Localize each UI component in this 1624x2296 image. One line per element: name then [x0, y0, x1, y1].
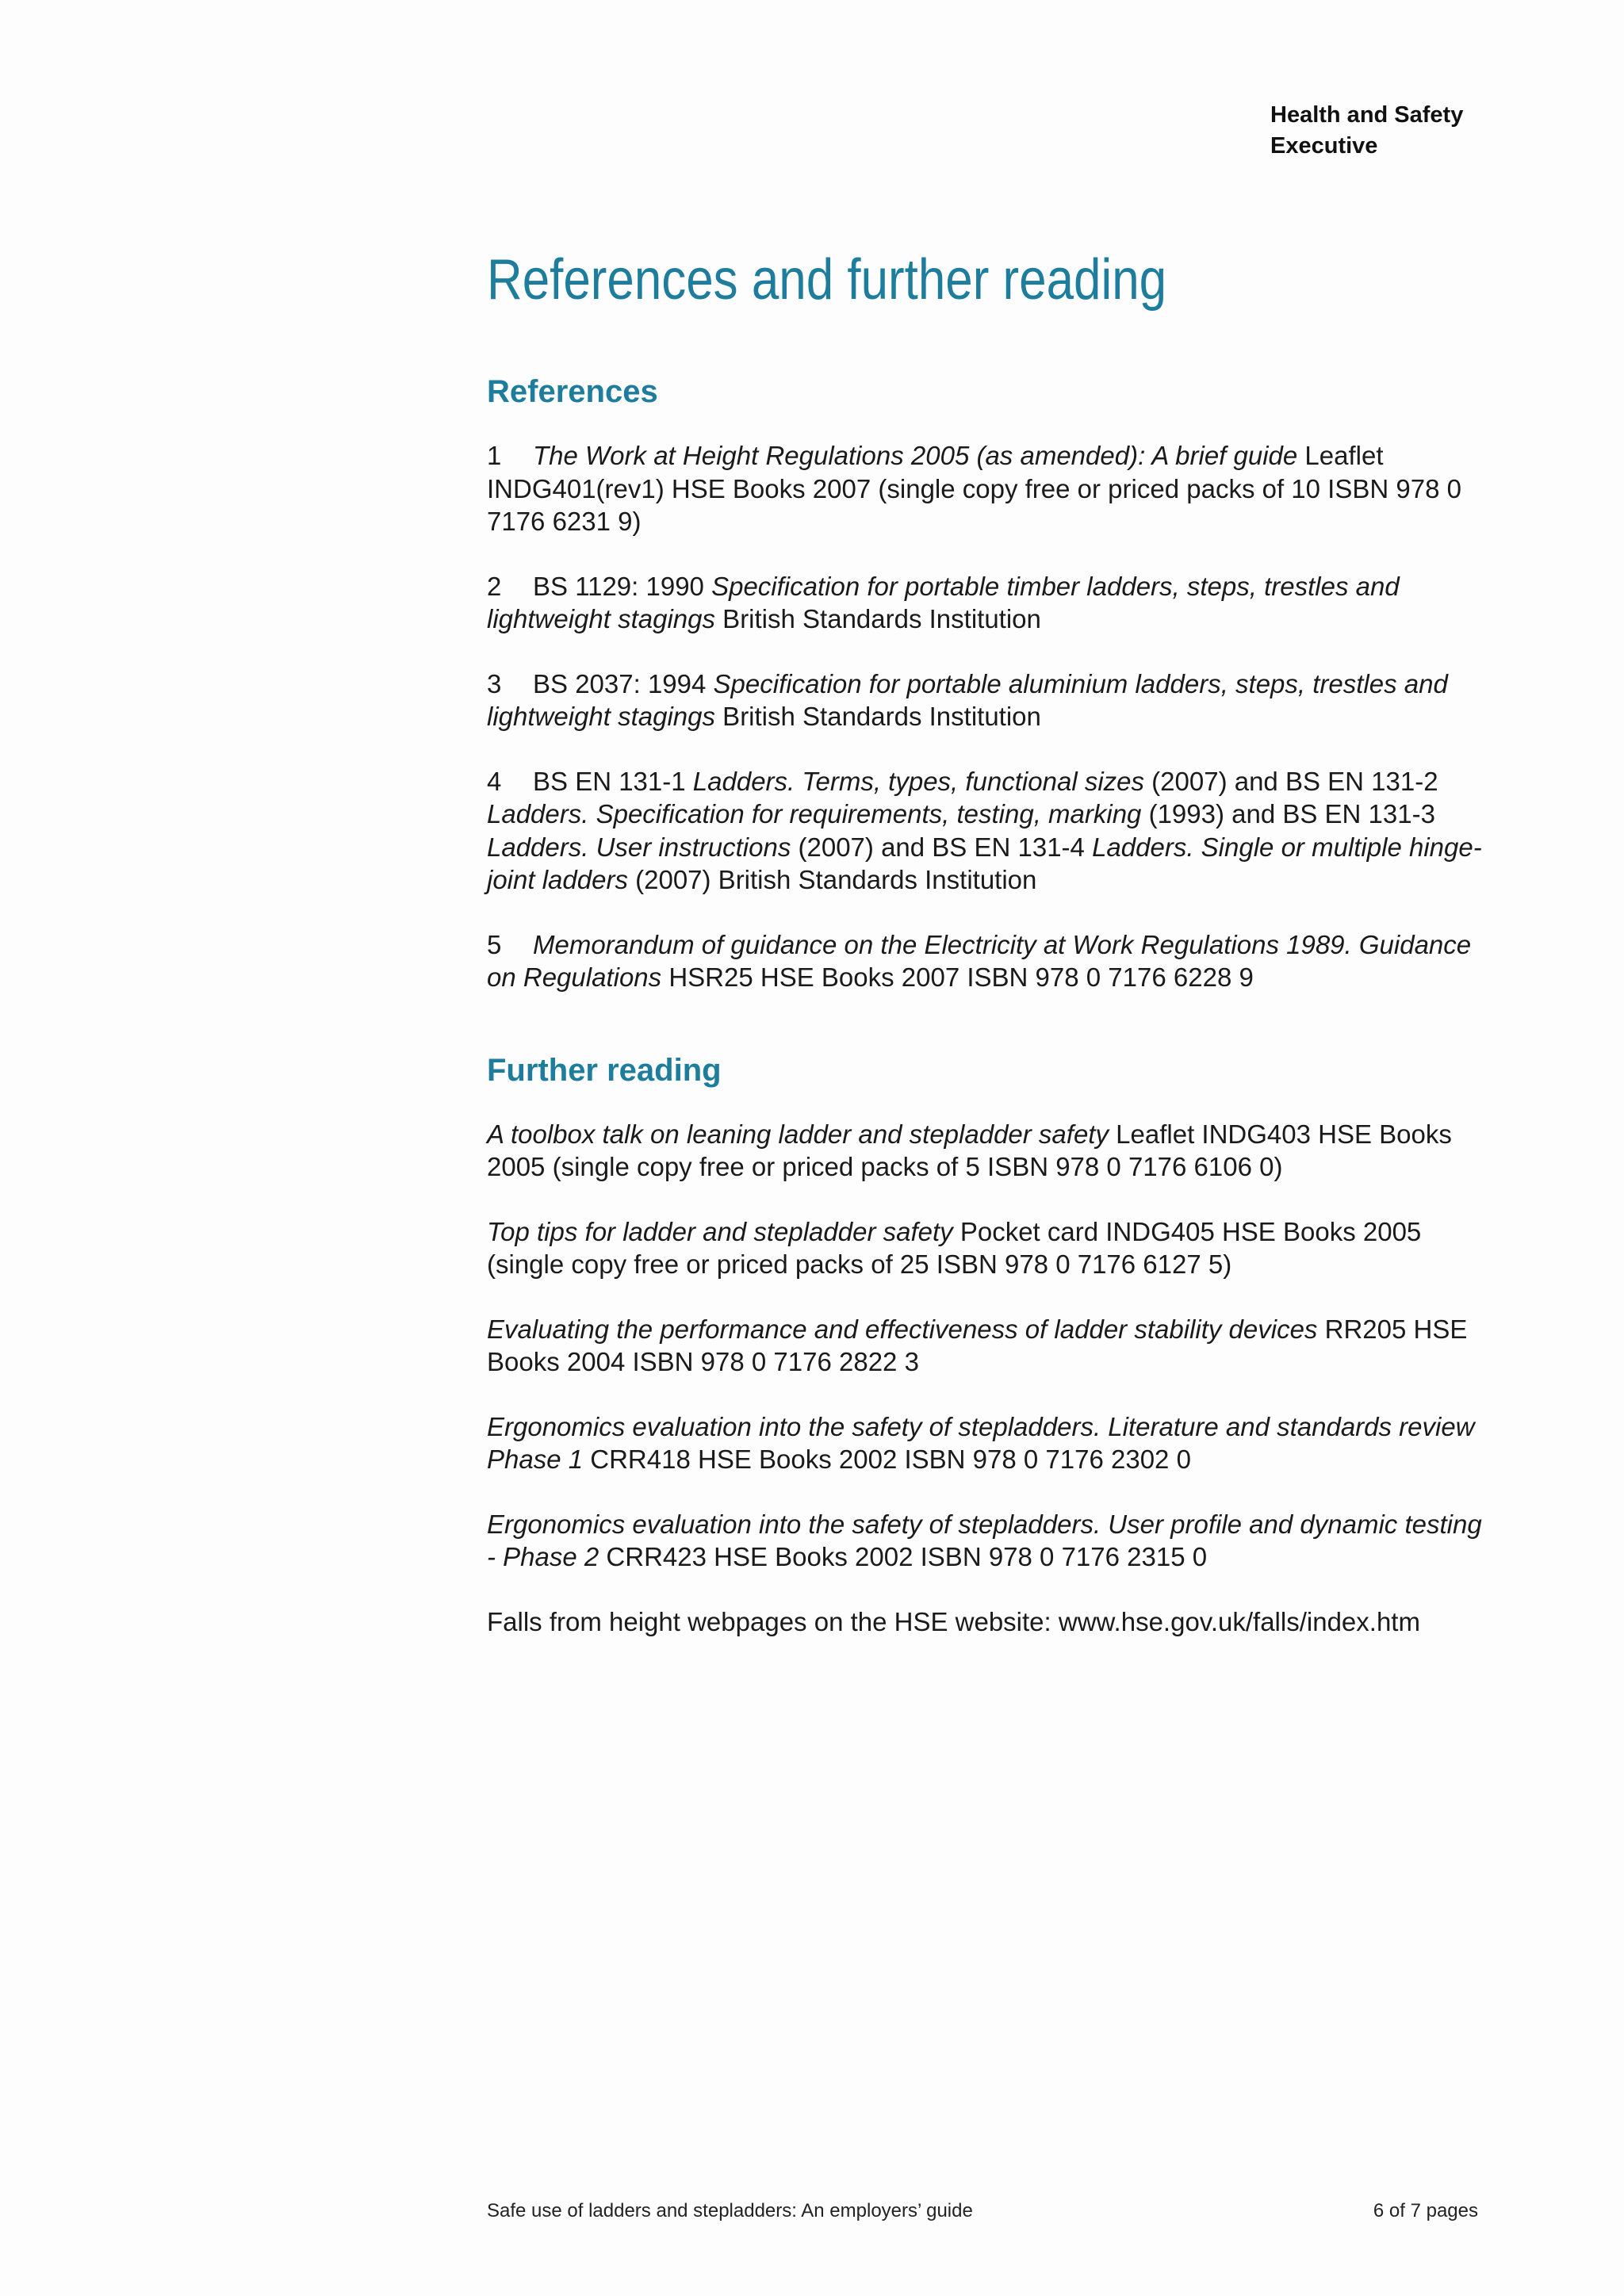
entry-text: Pocket card INDG405 HSE Books 2005 (single copy free or priced packs of 25 ISBN 978 0 7176 6127 5) — [487, 1216, 1422, 1279]
hse-logo-line1: Health and Safety — [1270, 102, 1464, 128]
entry-text: BS 1129: 1990 — [533, 571, 712, 601]
entry-title-italic: Ladders. Single or multiple hinge-joint ladders — [487, 832, 1482, 894]
reference-number: 5 — [487, 929, 502, 959]
reference-item — [487, 570, 1486, 636]
entry-text: Leaflet INDG403 HSE Books 2005 (single copy free or priced packs of 5 ISBN 978 0 7176 6106 0) — [487, 1119, 1452, 1181]
entry-title-italic: Ladders. Terms, types, functional sizes — [692, 766, 1144, 796]
entry-title-italic: Specification for portable aluminium ladders, steps, trestles and lightweight stagings — [487, 668, 1448, 731]
entry-title-italic: Ergonomics evaluation into the safety of stepladders. User profile and dynamic testing - Phase 2 — [487, 1509, 1482, 1571]
entry-title-italic: Ladders. Specification for requirements, testing, marking — [487, 799, 1142, 828]
footer-doc-title: Safe use of ladders and stepladders: An employers’ guide — [487, 2200, 973, 2221]
page-title: References and further reading — [487, 248, 1167, 312]
further-reading-item — [487, 1118, 1486, 1184]
entry-title-italic: Ladders. User instructions — [487, 832, 791, 862]
entry-text: BS EN 131-1 — [533, 766, 693, 796]
reference-number: 4 — [487, 766, 502, 796]
further-reading-item — [487, 1605, 1486, 1639]
entry-text: CRR423 HSE Books 2002 ISBN 978 0 7176 2315 0 — [599, 1542, 1208, 1571]
entry-title-italic: Top tips for ladder and stepladder safety — [487, 1216, 953, 1246]
hse-logo-line2: Executive — [1270, 133, 1378, 159]
further-reading-list — [487, 1118, 1486, 1639]
entry-title-italic: The Work at Height Regulations 2005 (as amended): A brief guide — [533, 441, 1298, 470]
entry-text: CRR418 HSE Books 2002 ISBN 978 0 7176 2302 0 — [583, 1445, 1191, 1474]
entry-title-italic: Evaluating the performance and effectiveness of ladder stability devices — [487, 1314, 1318, 1344]
footer-page-number: 6 of 7 pages — [1373, 2200, 1478, 2221]
reference-number: 2 — [487, 571, 502, 601]
further-reading-item — [487, 1313, 1486, 1379]
reference-item — [487, 765, 1486, 897]
entry-text: Falls from height webpages on the HSE website: www.hse.gov.uk/falls/index.htm — [487, 1606, 1420, 1636]
hse-logo — [1270, 100, 1463, 162]
entry-text: Leaflet INDG401(rev1) HSE Books 2007 (single copy free or priced packs of 10 ISBN 978 0 7176 6231 9) — [487, 441, 1461, 536]
reference-item — [487, 439, 1486, 538]
reference-item — [487, 668, 1486, 733]
entry-text: (2007) British Standards Institution — [627, 865, 1037, 894]
entry-text: British Standards Institution — [715, 604, 1041, 633]
references-list — [487, 439, 1486, 994]
reference-number: 1 — [487, 441, 502, 470]
entry-text: (1993) and BS EN 131-3 — [1141, 799, 1435, 828]
entry-title-italic: Specification for portable timber ladders, steps, trestles and lightweight stagings — [487, 571, 1400, 633]
entry-text: RR205 HSE Books 2004 ISBN 978 0 7176 2822 3 — [487, 1314, 1468, 1376]
entry-title-italic: A toolbox talk on leaning ladder and stepladder safety — [487, 1119, 1109, 1149]
further-reading-item — [487, 1508, 1486, 1574]
further-reading-item — [487, 1215, 1486, 1281]
entry-text: British Standards Institution — [715, 702, 1041, 731]
entry-title-italic: Memorandum of guidance on the Electricity at Work Regulations 1989. Guidance on Regulations — [487, 929, 1472, 992]
further-reading-item — [487, 1410, 1486, 1476]
entry-title-italic: Ergonomics evaluation into the safety of stepladders. Literature and standards review Phase 1 — [487, 1411, 1475, 1474]
entry-text: (2007) and BS EN 131-2 — [1144, 766, 1438, 796]
references-heading: References — [487, 374, 658, 409]
reference-item — [487, 928, 1486, 994]
entry-text: BS 2037: 1994 — [533, 668, 714, 698]
main-content — [487, 366, 1486, 1638]
entry-text: (2007) and BS EN 131-4 — [791, 832, 1093, 862]
entry-text: HSR25 HSE Books 2007 ISBN 978 0 7176 6228 9 — [661, 962, 1254, 992]
reference-number: 3 — [487, 668, 502, 698]
further-reading-section — [487, 1045, 1486, 1639]
further-reading-heading: Further reading — [487, 1052, 722, 1088]
